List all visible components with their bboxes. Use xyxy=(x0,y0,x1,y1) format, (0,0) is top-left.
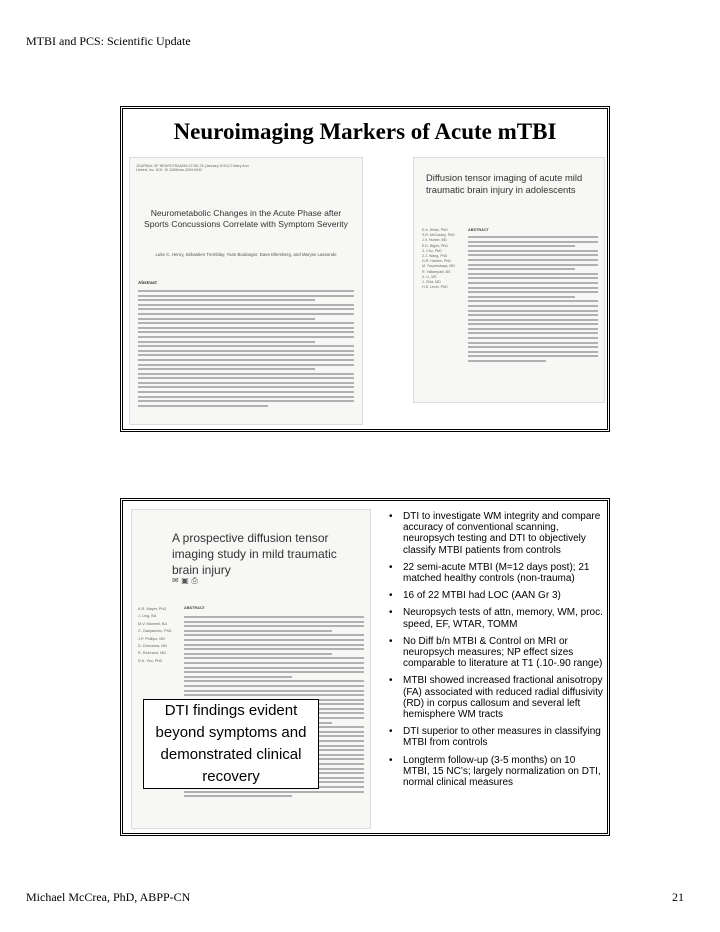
abstract-heading: ABSTRACT xyxy=(468,228,489,232)
bullet-icon: • xyxy=(389,675,393,687)
bullet-icon: • xyxy=(389,590,393,602)
author: J.P. Phillips, MD xyxy=(138,636,166,641)
author: R.A. Yeo, PhD xyxy=(138,658,163,663)
author: J.V. Hunter, MD xyxy=(422,238,448,243)
paper-thumbnail-dti-adolescents xyxy=(413,157,605,403)
bullet-text: No Diff b/n MTBI & Control on MRI or neuropsych measures; NP effect sizes comparable to literature at T1 (.10-.90 range) xyxy=(403,635,603,670)
bullet-icon: • xyxy=(389,754,393,766)
paper-title: Neurometabolic Changes in the Acute Phase after Sports Concussions Correlate with Symptom Severity xyxy=(144,208,348,229)
abstract-heading: Abstract xyxy=(138,280,157,285)
page-number: 21 xyxy=(672,890,684,904)
author: E.D. Bigler, PhD xyxy=(422,243,448,248)
paper-title: A prospective diffusion tensor imaging study in mild traumatic brain injury xyxy=(172,531,337,577)
bullet-text: DTI to investigate WM integrity and compare accuracy of conventional scanning, neuropsych testing and DTI to objectively classify MTBI patients from controls xyxy=(403,511,601,556)
paper-authors: Luke C. Henry, Sébastien Tremblay, Yvan Boulanger, Dave Ellemberg, and Maryse Lassonde xyxy=(155,252,337,257)
slide-1 xyxy=(122,108,608,430)
bullet-item xyxy=(387,636,603,670)
bullet-item xyxy=(387,675,603,720)
author: S.R. McCauley, PhD xyxy=(422,233,455,238)
author: Z.J. Wang, PhD xyxy=(422,254,448,259)
bullet-text: DTI superior to other measures in classifying MTBI from controls xyxy=(403,726,601,749)
bullet-icon: • xyxy=(389,607,393,619)
author: G.R. Hanten, PhD xyxy=(422,259,451,264)
bullet-text: MTBI showed increased fractional anisotropy (FA) associated with reduced radial diffusivity (RD) in corpus callosum and several left hemisphere WM tracts xyxy=(403,675,603,721)
author: C. Gasparovic, PhD xyxy=(138,629,172,634)
bullet-text: Neuropsych tests of attn, memory, WM, proc. speed, EF, WTAR, TOMM xyxy=(403,607,603,630)
abstract-text-lines xyxy=(138,290,354,409)
author: A.R. Mayer, PhD xyxy=(138,607,167,611)
author: D. Doezema, MD xyxy=(138,644,168,649)
abstract-text-lines xyxy=(468,236,598,365)
author: R. Reichard, MD xyxy=(138,651,167,656)
abstract-heading: ABSTRACT xyxy=(184,606,205,610)
bullet-icon: • xyxy=(389,726,393,738)
author: J. Chia, MD xyxy=(422,280,441,285)
bullet-icon: • xyxy=(389,635,393,647)
bullet-text: 16 of 22 MTBI had LOC (AAN Gr 3) xyxy=(403,590,561,602)
paper-author-list xyxy=(138,606,180,665)
author: R. Yallampalli, BS xyxy=(422,269,451,274)
paper-action-icons: ✉ ▣ ⎙ xyxy=(172,576,198,585)
author: J. Ling, BA xyxy=(138,614,157,619)
dti-findings-callout: DTI findings evident beyond symptoms and demonstrated clinical recovery xyxy=(143,699,319,789)
page-header: MTBI and PCS: Scientific Update xyxy=(26,34,191,48)
bullet-item xyxy=(387,755,603,789)
bullet-text: Longterm follow-up (3-5 months) on 10 MTBI, 15 NC’s; largely normalization on DTI, normal clinical measures xyxy=(403,754,601,789)
paper-thumbnail-neurometabolic xyxy=(129,157,363,425)
author: M. Troyanskaya, MD xyxy=(422,264,455,269)
author: H.S. Levin, PhD xyxy=(422,285,448,290)
bullet-item xyxy=(387,726,603,748)
author: X. Li, MS xyxy=(422,274,437,279)
slide-2 xyxy=(122,500,608,834)
author: E.A. Wilde, PhD xyxy=(422,228,448,232)
slide-1-title: Neuroimaging Markers of Acute mTBI xyxy=(173,119,557,144)
bullet-item xyxy=(387,511,603,556)
bullet-item xyxy=(387,590,603,601)
bullet-text: 22 semi-acute MTBI (M=12 days post); 21 matched healthy controls (non-trauma) xyxy=(403,561,590,585)
slide-2-bullet-list xyxy=(387,511,603,794)
bullet-icon: • xyxy=(389,561,393,573)
bullet-item xyxy=(387,607,603,629)
author: M.V. Mannell, BA xyxy=(138,621,167,626)
journal-citation: JOURNAL OF NEUROTRAUMA 27:65–76 (January 2010) © Mary Ann Liebert, Inc. DOI: 10.1089/neu.2009.0942 xyxy=(136,164,249,173)
author: Z. Chu, PhD xyxy=(422,248,442,253)
footer-author: Michael McCrea, PhD, ABPP-CN xyxy=(26,890,191,904)
bullet-icon: • xyxy=(389,511,393,522)
paper-author-list xyxy=(422,228,462,290)
paper-title: Diffusion tensor imaging of acute mild traumatic brain injury in adolescents xyxy=(426,172,583,195)
bullet-item xyxy=(387,562,603,584)
